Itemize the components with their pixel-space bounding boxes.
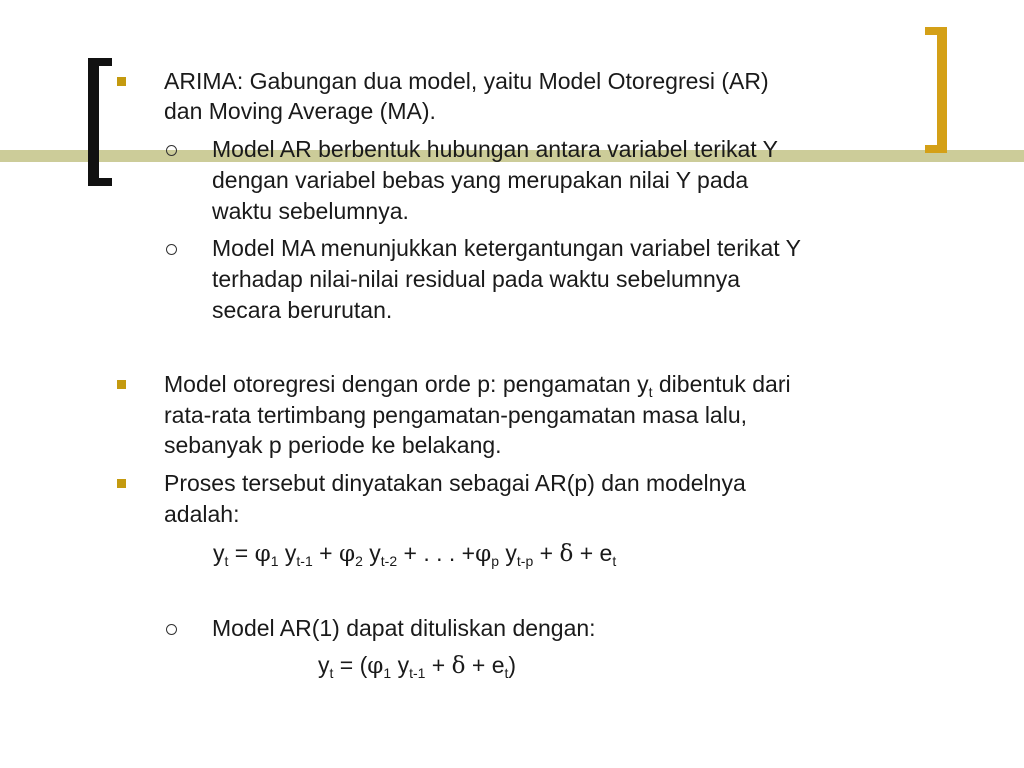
left-bracket-top (88, 58, 112, 66)
equation-ar-p: $y_t = \varphi_1$ $y_{t-1} + \varphi_2$ $y_{t-2}$ + . . . $+\varphi_p$ $y_{t-p} + \delta + e_t$ (213, 540, 617, 569)
square-bullet-icon (117, 77, 126, 86)
bullet-proses-line1: Proses tersebut dinyatakan sebagai AR(p) dan modelnya (164, 470, 746, 496)
bullet-otoregresi-line2: rata-rata tertimbang pengamatan-pengamatan masa lalu, (164, 402, 748, 428)
sub-ma-line2: terhadap nilai-nilai residual pada waktu sebelumnya (212, 266, 741, 292)
circle-bullet-icon (166, 244, 177, 255)
sub-ar-line2: dengan variabel bebas yang merupakan nilai Y pada (212, 167, 749, 193)
circle-bullet-icon (166, 145, 177, 156)
square-bullet-icon (117, 380, 126, 389)
bullet-otoregresi-line3: sebanyak p periode ke belakang. (164, 432, 502, 458)
sub-ar-line1: Model AR berbentuk hubungan antara variabel terikat Y (212, 136, 779, 162)
left-bracket (88, 58, 99, 186)
right-bracket-bottom (925, 145, 947, 153)
sub-ar-line3: waktu sebelumnya. (212, 198, 409, 224)
sub-ar1-line1: Model AR(1) dapat dituliskan dengan: (212, 615, 596, 641)
left-bracket-bottom (88, 178, 112, 186)
sub-ma-line1: Model MA menunjukkan ketergantungan variabel terikat Y (212, 235, 801, 261)
sub-ma-line3: secara berurutan. (212, 297, 393, 323)
right-bracket (937, 27, 947, 153)
equation-ar-1: $y_t = (\varphi_1$ $y_{t-1} + \delta + e_t$) (318, 652, 517, 681)
bullet-otoregresi-line1: Model otoregresi dengan orde p: pengamatan $y_t$ dibentuk dari (164, 371, 791, 400)
right-bracket-top (925, 27, 947, 35)
bullet-proses-line2: adalah: (164, 501, 240, 527)
square-bullet-icon (117, 479, 126, 488)
circle-bullet-icon (166, 624, 177, 635)
bullet-arima-line2: dan Moving Average (MA). (164, 98, 436, 124)
bullet-arima-line1: ARIMA: Gabungan dua model, yaitu Model Otoregresi (AR) (164, 68, 769, 94)
